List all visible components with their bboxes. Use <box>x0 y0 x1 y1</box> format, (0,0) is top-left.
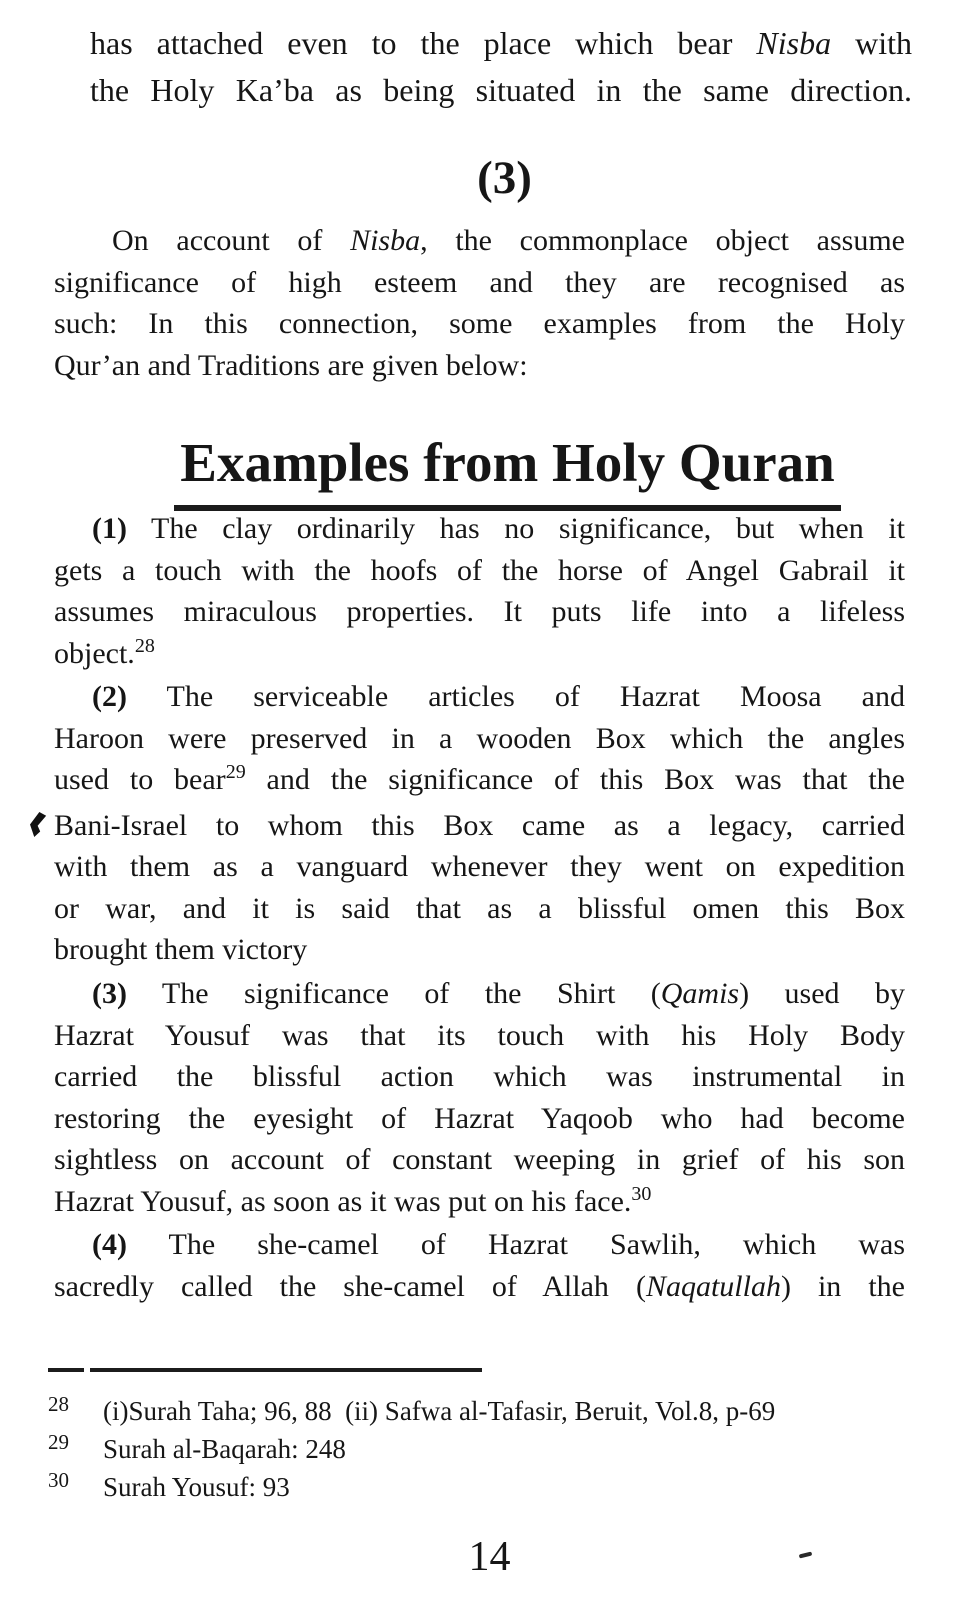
text-line <box>54 303 905 345</box>
text-run: with <box>831 25 913 61</box>
text-run: brought them victory <box>54 933 308 966</box>
text-line <box>54 1056 905 1098</box>
text-line <box>54 220 905 262</box>
text-run: Hazrat Yousuf was that its touch with his Holy Body <box>54 1018 905 1052</box>
italic-run: Nisba <box>756 25 832 61</box>
margin-ink-mark <box>30 812 47 837</box>
footnote-text: (i)Surah Taha; 96, 88 (ii) Safwa al-Tafasir, Beruit, Vol.8, p-69 <box>103 1396 776 1426</box>
text-run: significance of high esteem and they are recognised as <box>54 265 905 299</box>
text-run: the Holy Ka’ba as being situated in the same direction. <box>90 71 912 108</box>
section-number-text: (3) <box>477 152 532 204</box>
footnote-text: Surah al-Baqarah: 248 <box>103 1434 346 1464</box>
text-run: gets a touch with the hoofs of the horse of Angel Gabrail it <box>54 553 905 587</box>
footnote <box>48 1468 908 1506</box>
text-run: ) in the <box>780 1269 905 1303</box>
text-line <box>90 20 912 67</box>
page-number <box>54 1534 905 1580</box>
text-run: carried the blissful action which was instrumental in <box>54 1060 905 1093</box>
page-number-text: 14 <box>468 1534 511 1580</box>
text-line <box>54 888 905 930</box>
text-line <box>54 1015 905 1057</box>
text-run: such: In this connection, some examples from the Holy <box>54 307 905 340</box>
text-run: has attached even to the place which bear <box>90 25 757 61</box>
text-run: sacredly called the she-camel of Allah ( <box>54 1269 646 1303</box>
text-run: and the significance of this Box was that the <box>245 763 905 796</box>
footnote-divider <box>90 1368 482 1372</box>
text-line <box>54 973 905 1015</box>
text-line <box>90 67 912 114</box>
text-line <box>54 345 905 387</box>
text-run: On account of <box>112 224 351 257</box>
section-number <box>54 148 905 208</box>
text-run: Haroon were preserved in a wooden Box which the angles <box>54 721 905 755</box>
text-run: The she-camel of Hazrat Sawlih, which was <box>126 1228 905 1261</box>
bold-run: (4) <box>92 1228 127 1261</box>
superscript-ref: 29 <box>225 761 246 783</box>
text-run: Bani-Israel to whom this Box came as a legacy, carried <box>54 808 905 842</box>
text-line <box>54 508 905 550</box>
text-run: Qur’an and Traditions are given below: <box>54 348 528 382</box>
body-paragraph <box>54 676 905 971</box>
text-run: object. <box>54 636 135 670</box>
text-line <box>54 805 905 847</box>
text-run: restoring the eyesight of Hazrat Yaqoob who had become <box>54 1101 905 1135</box>
text-line <box>54 1266 905 1308</box>
text-run: The clay ordinarily has no significance, but when it <box>126 512 905 545</box>
footnote <box>48 1392 908 1430</box>
footnote-number: 30 <box>48 1468 69 1492</box>
text-run: used to bear <box>54 763 226 796</box>
italic-run: Nisba <box>350 224 421 257</box>
italic-run: Qamis <box>660 977 740 1010</box>
text-line <box>54 262 905 304</box>
text-line <box>54 1098 905 1140</box>
text-line <box>54 633 905 679</box>
superscript-ref: 30 <box>631 1182 652 1205</box>
text-run: Hazrat Yousuf, as soon as it was put on his face. <box>54 1184 632 1218</box>
body-paragraph <box>54 973 905 1226</box>
main-heading-text: Examples from Holy Quran <box>174 428 840 511</box>
text-run: with them as a vanguard whenever they went on expedition <box>54 850 905 883</box>
text-line <box>54 718 905 760</box>
text-line <box>54 676 905 718</box>
text-run: The significance of the Shirt ( <box>126 977 661 1010</box>
text-line <box>54 929 905 971</box>
footnotes-block <box>48 1392 908 1506</box>
body-paragraph <box>54 1224 905 1307</box>
text-run: sightless on account of constant weeping in grief of his son <box>54 1143 905 1176</box>
text-line <box>54 1224 905 1266</box>
footnote-divider <box>48 1368 84 1372</box>
text-line <box>54 550 905 592</box>
text-line <box>54 1139 905 1181</box>
text-run: or war, and it is said that as a blissful omen this Box <box>54 891 905 925</box>
bold-run: (2) <box>92 680 127 713</box>
main-heading <box>54 428 905 512</box>
text-run: The serviceable articles of Hazrat Moosa and <box>126 680 905 713</box>
bold-run: (3) <box>92 977 127 1010</box>
text-line <box>54 846 905 888</box>
footnote-number: 29 <box>48 1430 69 1454</box>
text-run: ) used by <box>739 977 905 1010</box>
italic-run: Naqatullah <box>645 1269 781 1303</box>
body-paragraph <box>54 508 905 678</box>
bold-run: (1) <box>92 512 127 545</box>
text-line <box>54 1181 905 1227</box>
text-run: , the commonplace object assume <box>420 224 905 257</box>
superscript-ref: 28 <box>134 634 155 657</box>
text-run: assumes miraculous properties. It puts life into a lifeless <box>54 595 905 628</box>
continuation-paragraph <box>90 20 912 113</box>
footnote <box>48 1430 908 1468</box>
text-line <box>54 591 905 633</box>
text-line <box>54 759 905 805</box>
footnote-text: Surah Yousuf: 93 <box>103 1472 290 1502</box>
footnote-number: 28 <box>48 1392 69 1416</box>
intro-paragraph <box>54 220 905 386</box>
